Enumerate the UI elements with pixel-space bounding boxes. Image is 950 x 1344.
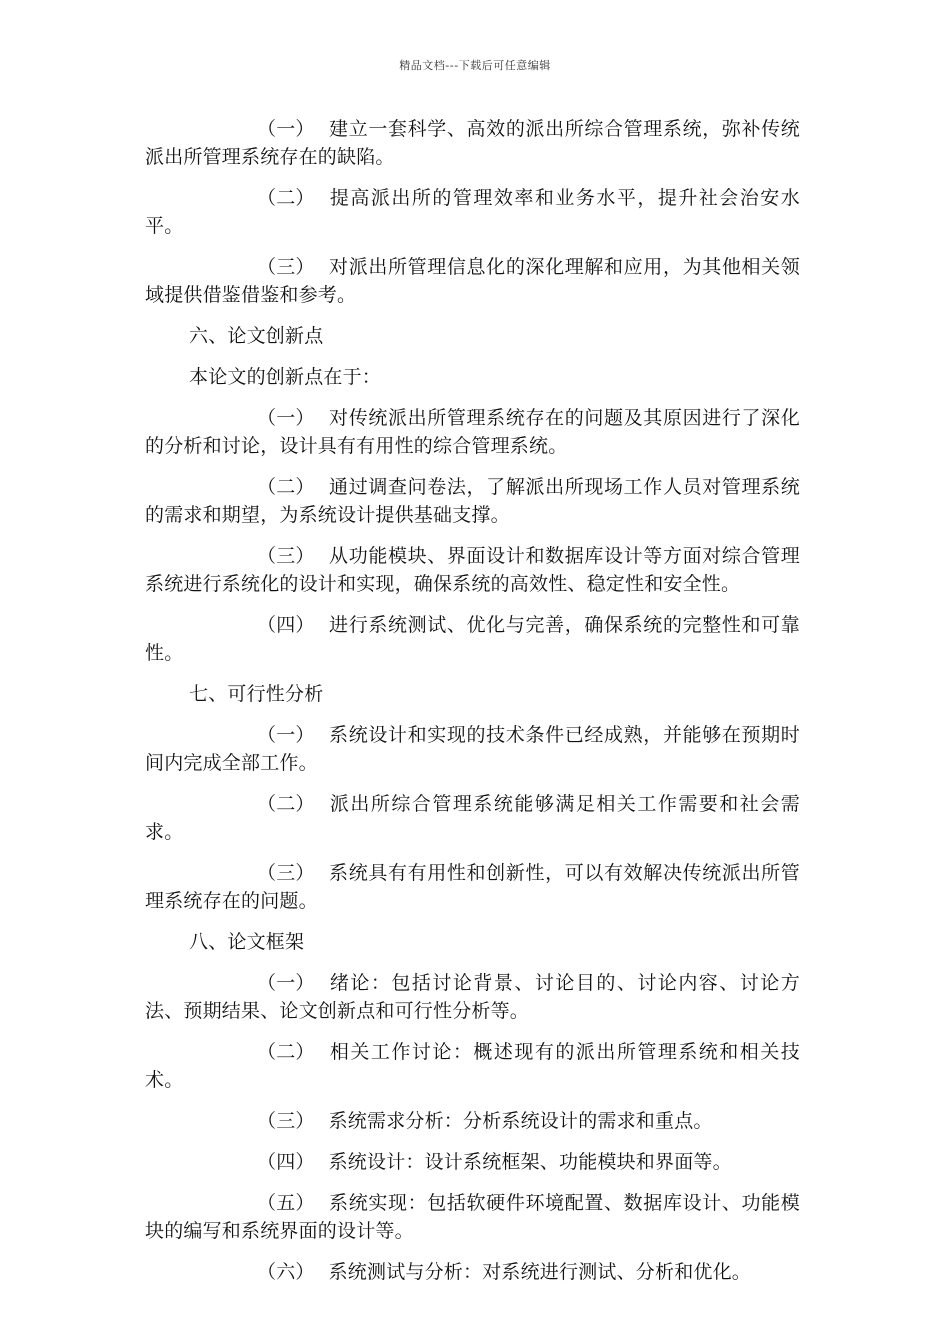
section-heading-text: 七、可行性分析	[189, 683, 324, 705]
list-item	[145, 253, 800, 309]
list-item-marker: （四）	[257, 614, 315, 636]
list-item-text: 建立一套科学、高效的派出所综合管理系统，弥补传统派出所管理系统存在的缺陷。	[145, 118, 800, 168]
list-item-text: 派出所综合管理系统能够满足相关工作需要和社会需求。	[145, 793, 800, 843]
list-item	[145, 721, 800, 777]
list-item-text: 相关工作讨论：概述现有的派出所管理系统和相关技术。	[145, 1041, 800, 1091]
list-item-text: 系统需求分析：分析系统设计的需求和重点。	[328, 1110, 713, 1132]
list-item-text: 通过调查问卷法，了解派出所现场工作人员对管理系统的需求和期望，为系统设计提供基础支撑。	[145, 476, 800, 526]
list-item-text: 提高派出所的管理效率和业务水平，提升社会治安水平。	[145, 187, 800, 237]
page-header-watermark: 精品文档---下载后可任意编辑	[399, 59, 551, 72]
list-item-marker: （二）	[257, 476, 315, 498]
list-item-text: 进行系统测试、优化与完善，确保系统的完整性和可靠性。	[145, 614, 800, 664]
list-item-marker: （五）	[257, 1192, 315, 1214]
list-item	[145, 115, 800, 171]
list-item-text: 系统设计：设计系统框架、功能模块和界面等。	[328, 1151, 732, 1173]
list-item-text: 系统实现：包括软硬件环境配置、数据库设计、功能模块的编写和系统界面的设计等。	[145, 1192, 800, 1242]
section-heading-text: 八、论文框架	[189, 931, 305, 953]
list-item	[145, 1148, 800, 1176]
list-item-text: 系统设计和实现的技术条件已经成熟，并能够在预期时间内完成全部工作。	[145, 724, 800, 774]
section-heading	[145, 322, 800, 350]
list-item	[145, 859, 800, 915]
list-item-marker: （二）	[257, 187, 315, 209]
list-item-marker: （一）	[257, 407, 315, 429]
list-item-marker: （六）	[257, 1261, 315, 1283]
section-heading-text: 六、论文创新点	[189, 325, 324, 347]
list-item-marker: （三）	[257, 1110, 315, 1132]
list-item-text: 系统具有有用性和创新性，可以有效解决传统派出所管理系统存在的问题。	[145, 862, 800, 912]
list-item-marker: （一）	[257, 972, 315, 994]
list-item	[145, 1189, 800, 1245]
list-item-text: 从功能模块、界面设计和数据库设计等方面对综合管理系统进行系统化的设计和实现，确保系统的高效性、稳定性和安全性。	[145, 545, 800, 595]
list-item	[145, 473, 800, 529]
list-item-marker: （三）	[257, 545, 315, 567]
list-item	[145, 611, 800, 667]
list-item	[145, 790, 800, 846]
document-body	[145, 115, 800, 1299]
list-item-text: 系统测试与分析：对系统进行测试、分析和优化。	[328, 1261, 752, 1283]
section-heading-text: 本论文的创新点在于：	[189, 366, 382, 388]
list-item-text: 对传统派出所管理系统存在的问题及其原因进行了深化的分析和讨论，设计具有有用性的综合管理系统。	[145, 407, 800, 457]
list-item-text: 绪论：包括讨论背景、讨论目的、讨论内容、讨论方法、预期结果、论文创新点和可行性分析等。	[145, 972, 800, 1022]
section-heading	[145, 680, 800, 708]
list-item	[145, 184, 800, 240]
list-item	[145, 969, 800, 1025]
list-item	[145, 404, 800, 460]
list-item	[145, 1038, 800, 1094]
list-item-marker: （一）	[257, 724, 315, 746]
list-item	[145, 542, 800, 598]
section-heading	[145, 928, 800, 956]
list-item-marker: （一）	[257, 118, 315, 140]
list-item-marker: （三）	[257, 862, 315, 884]
list-item-text: 对派出所管理信息化的深化理解和应用，为其他相关领域提供借鉴借鉴和参考。	[145, 256, 800, 306]
list-item-marker: （三）	[257, 256, 315, 278]
section-heading	[145, 363, 800, 391]
list-item	[145, 1258, 800, 1286]
list-item	[145, 1107, 800, 1135]
list-item-marker: （四）	[257, 1151, 315, 1173]
list-item-marker: （二）	[257, 793, 315, 815]
list-item-marker: （二）	[257, 1041, 315, 1063]
